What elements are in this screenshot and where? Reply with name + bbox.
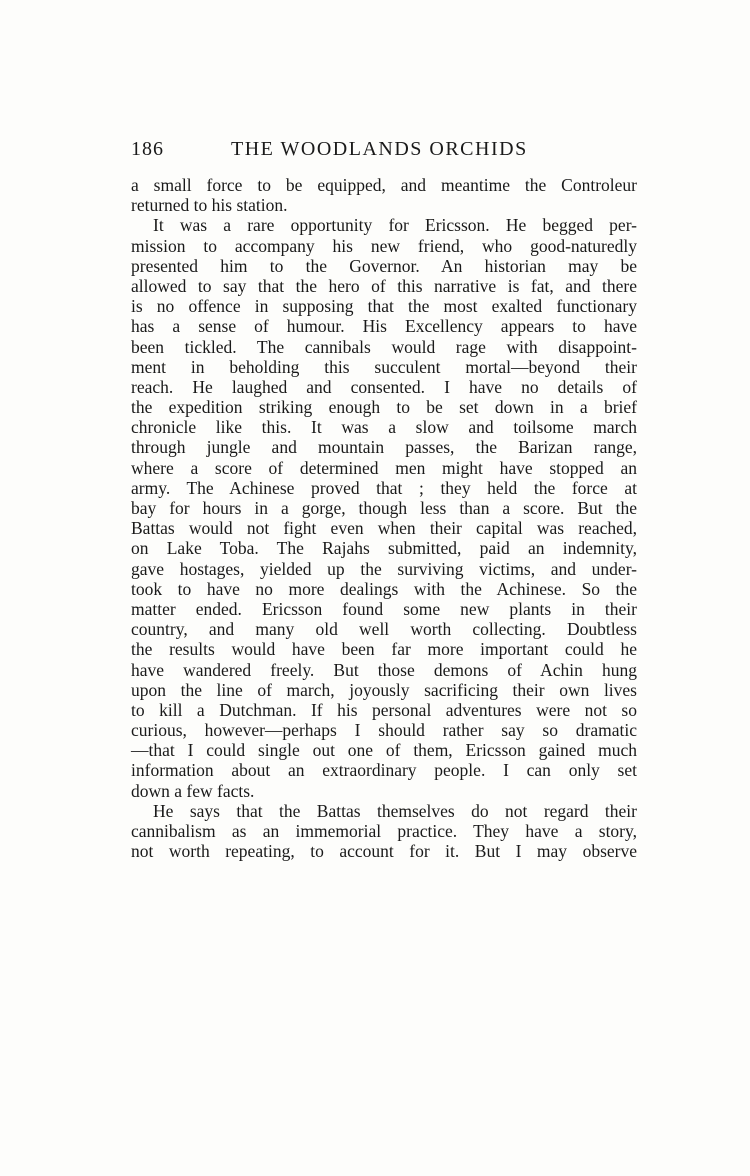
text-line: matter ended. Ericsson found some new plants in their [131,598,637,619]
text-line: It was a rare opportunity for Ericsson. He begged per- [153,215,637,236]
text-line: bay for hours in a gorge, though less than a score. But the [131,498,637,518]
text-line: the results would have been far more important could he [131,639,637,660]
text-line: gave hostages, yielded up the surviving victims, and under- [131,558,637,579]
text-line: have wandered freely. But those demons of Achin hung [131,659,637,680]
page-number: 186 [131,138,164,160]
text-line: down a few facts. [131,780,255,801]
text-line: Battas would not fight even when their capital was reached, [131,518,637,539]
text-line: has a sense of humour. His Excellency appears to have [131,316,637,337]
text-line: reach. He laughed and consented. I have no details of [131,376,637,397]
text-line: upon the line of march, joyously sacrificing their own lives [131,679,637,700]
text-line: army. The Achinese proved that ; they held the force at [131,477,637,498]
text-line: —that I could single out one of them, Ericsson gained much [131,740,637,761]
text-line: allowed to say that the hero of this narrative is fat, and there [131,275,637,296]
text-line: country, and many old well worth collecting. Doubtless [131,619,637,640]
text-line: the expedition striking enough to be set down in a brief [131,397,637,418]
text-line: through jungle and mountain passes, the Barizan range, [131,437,637,458]
text-line: He says that the Battas themselves do not regard their [153,800,637,821]
body-text [131,175,637,861]
text-line: mission to accompany his new friend, who good-naturedly [131,235,637,256]
text-line: presented him to the Governor. An historian may be [131,255,637,276]
text-line: is no offence in supposing that the most exalted functionary [131,296,637,317]
text-line: to kill a Dutchman. If his personal adventures were not so [131,699,637,720]
text-line: where a score of determined men might have stopped an [131,457,637,478]
text-line: chronicle like this. It was a slow and toilsome march [131,417,637,438]
text-line: on Lake Toba. The Rajahs submitted, paid an indemnity, [131,538,637,559]
text-line: cannibalism as an immemorial practice. They have a story, [131,821,637,841]
text-line: ment in beholding this succulent mortal—beyond their [131,356,637,377]
text-line: information about an extraordinary people. I can only set [131,760,637,781]
running-title: THE WOODLANDS ORCHIDS [231,138,528,160]
text-line: took to have no more dealings with the Achinese. So the [131,578,637,599]
text-line: a small force to be equipped, and meantime the Controleur [131,175,637,195]
text-line: not worth repeating, to account for it. But I may observe [131,841,637,862]
text-line: been tickled. The cannibals would rage with disappoint- [131,336,637,357]
running-head [131,138,637,168]
text-line: returned to his station. [131,195,288,216]
text-line: curious, however—perhaps I should rather say so dramatic [131,720,637,741]
